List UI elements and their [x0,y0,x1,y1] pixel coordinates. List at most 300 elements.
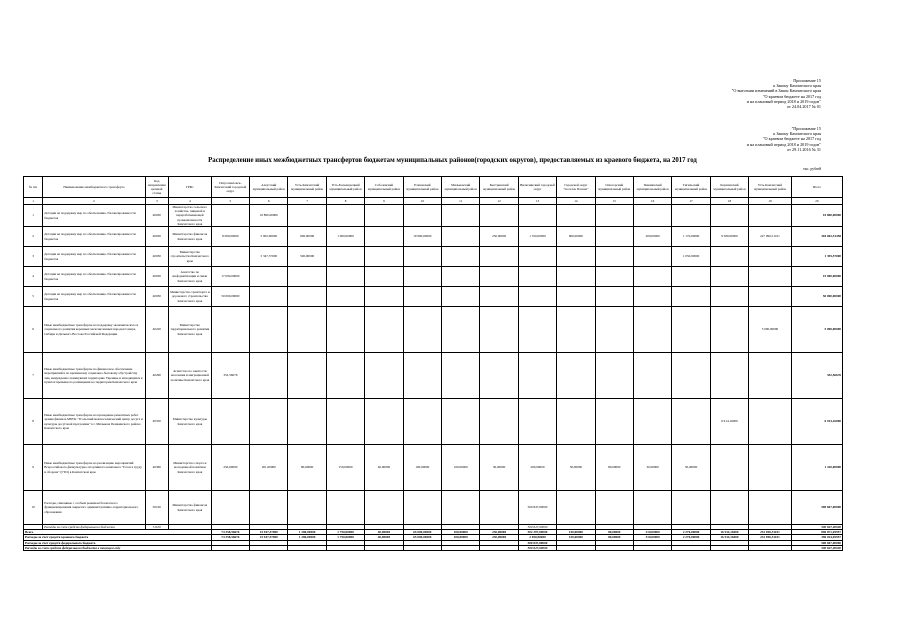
amount-cell: 74 358,56676 [211,530,249,535]
amount-cell [326,267,364,287]
amount-cell [326,353,364,399]
amount-cell: 15 947,57000 [250,535,288,540]
amount-cell [518,399,556,445]
document-title: Распределение иных межбюджетных трансфертов бюджетам муниципальных районов(городских округов), предоставляемых из краевого бюджета, на 2017 год [208,157,697,164]
amount-cell: 17 000,00000 [211,267,249,287]
column-header: Вилючинский городской округ [518,177,556,198]
grbs-name: Агентство по информатизации и связи Камчатского края [169,267,212,287]
amount-cell: 30,00000 [633,445,671,491]
amount-cell: 500 847,00000 [518,540,556,545]
transfer-name: Иные межбюджетные трансферты на поддержку экономического и социального развития коренных малочисленных народов Севера, Сибири и Дальнего Востока Российской Федерации [43,307,145,353]
appendix-line: "О краевом бюджете на 2017 год [762,136,821,142]
amount-cell [710,307,748,353]
amount-cell [403,399,441,445]
amount-cell [480,205,518,227]
amount-cell: 65 000,00000 [403,530,441,535]
row-number: 10 [24,491,43,525]
column-number: 7 [288,198,326,205]
row-total: 500 847,00000 [791,540,842,545]
column-number: 19 [749,198,792,205]
amount-cell [557,205,595,227]
amount-cell: 50 000,00000 [211,287,249,307]
amount-cell [365,353,403,399]
appendix-note-new [732,78,821,109]
amount-cell [288,267,326,287]
row-total: 304 062,51458 [791,227,842,247]
amount-cell [557,545,595,550]
amount-cell [288,353,326,399]
grbs-name: Министерство сельского хозяйства, пищевой и перерабатывающей промышленности Камчатского края [169,205,212,227]
appendix-line: Приложение 15 [793,78,821,83]
amount-cell [211,399,249,445]
amount-cell [710,491,748,525]
amount-cell: 65 000,00000 [403,535,441,540]
amount-cell [672,205,710,227]
amount-cell [518,205,556,227]
amount-cell: 352,56676 [211,353,249,399]
amount-cell [403,205,441,227]
amount-cell [442,307,480,353]
amount-cell [633,353,671,399]
amount-cell: 310,00000 [633,530,671,535]
amount-cell [710,545,748,550]
amount-cell [749,491,792,525]
target-code: 40030 [145,267,168,287]
amount-cell [595,353,633,399]
amount-cell: 1 280,00000 [288,535,326,540]
amount-cell [749,267,792,287]
amount-cell: 2 050,00000 [518,535,556,540]
amount-cell: 80,00000 [595,530,633,535]
row-number: 8 [24,399,43,445]
amount-cell: 1 050,00000 [672,247,710,267]
amount-cell: 310,00000 [633,535,671,540]
grbs-name: Министерство строительства Камчатского края [169,247,212,267]
table-row [24,353,843,399]
units-label: тыс. рублей [803,167,821,171]
amount-cell [480,353,518,399]
column-number: 3 [145,198,168,205]
amount-cell: 1 280,00000 [288,530,326,535]
appendix-line: к Закону Камчатского края [773,83,821,89]
amount-cell [557,353,595,399]
amount-cell [442,545,480,550]
row-total: 352,56676 [791,353,842,399]
target-code: 40030 [145,227,168,247]
amount-cell [749,353,792,399]
amount-cell: 74 358,56676 [211,535,249,540]
target-code: 50100 [145,491,168,525]
amount-cell [365,307,403,353]
amount-cell [480,307,518,353]
summary-row [24,545,843,550]
amount-cell [710,353,748,399]
column-number: 14 [557,198,595,205]
grbs-name: Министерство территориального развития Камчатского края [169,307,212,353]
amount-cell: 5 902,00000 [250,227,288,247]
appendix-line: от 24.04.2017 № 01 [786,104,821,110]
amount-cell [250,307,288,353]
summary-label: Расходы за счет средств краевого бюджета [24,535,212,540]
amount-cell [595,267,633,287]
column-number: 9 [365,198,403,205]
grbs-name: Министерство транспорта и дорожного строительства Камчатского края [169,287,212,307]
amount-cell: 500 847,00000 [518,525,556,530]
amount-cell [442,227,480,247]
amount-cell: 9 580,00000 [710,227,748,247]
column-header: Тигильский муниципальный район [672,177,710,198]
target-code: 40220 [145,307,168,353]
amount-cell [326,491,364,525]
column-header: Олюторский муниципальный район [595,177,633,198]
transfers-table [23,176,843,551]
column-header: ГРБС [169,177,212,198]
amount-cell [211,307,249,353]
amount-cell: 150,00000 [326,445,364,491]
amount-cell [672,287,710,307]
column-header: Усть-Камчатский муниципальный район [288,177,326,198]
amount-cell [518,353,556,399]
grbs-name: Министерство культуры Камчатского края [169,399,212,445]
column-number: 11 [442,198,480,205]
amount-cell [326,287,364,307]
row-number: 7 [24,353,43,399]
row-number: 6 [24,307,43,353]
column-number: 20 [791,198,842,205]
table-row [24,445,843,491]
amount-cell [749,545,792,550]
amount-cell [403,287,441,307]
column-header: Карагинский муниципальный район [710,177,748,198]
amount-cell [518,267,556,287]
amount-cell [518,287,556,307]
row-total: 5 000,00000 [791,307,842,353]
amount-cell: 230,00000 [480,530,518,535]
amount-cell [672,491,710,525]
amount-cell [250,287,288,307]
amount-cell: 500 847,00000 [518,491,556,525]
column-number: 5 [211,198,249,205]
amount-cell [211,491,249,525]
amount-cell [403,247,441,267]
amount-cell: 232 096,51101 [749,535,792,540]
amount-cell: 19 900,00000 [403,227,441,247]
amount-cell [710,445,748,491]
column-header: Итого [791,177,842,198]
amount-cell: 100,00000 [442,535,480,540]
amount-cell [211,545,249,550]
amount-cell: 1 550,00000 [518,227,556,247]
amount-cell [480,491,518,525]
amount-cell [365,247,403,267]
transfer-name: Иные межбюджетные трансферты на реализацию мероприятий Всероссийского физкультурно-спортивного комплекса "Готов к труду и обороне" (ГТО) в Камчатском крае [43,445,145,491]
amount-cell [403,545,441,550]
appendix-note-original [747,126,821,152]
amount-cell [633,205,671,227]
amount-cell [710,205,748,227]
row-number: 5 [24,287,43,307]
target-code: 51100 [145,525,168,530]
amount-cell [557,287,595,307]
table-row [24,205,843,227]
row-number: 3 [24,247,43,267]
amount-cell [288,491,326,525]
column-header: № п/п [24,177,43,198]
amount-cell [672,353,710,399]
amount-cell [480,399,518,445]
amount-cell [250,353,288,399]
amount-cell [633,307,671,353]
amount-cell: 40,00000 [365,530,403,535]
amount-cell [442,353,480,399]
target-code: 40030 [145,205,168,227]
amount-cell [672,267,710,287]
amount-cell [288,399,326,445]
row-total: 1 395,57000 [791,247,842,267]
amount-cell: 5 000,00000 [749,307,792,353]
table-row [24,247,843,267]
amount-cell [672,307,710,353]
row-total: 500 847,00000 [791,545,842,550]
amount-cell: 100,00000 [403,445,441,491]
table-row [24,491,843,525]
amount-cell [365,545,403,550]
amount-cell [442,205,480,227]
amount-cell [595,307,633,353]
amount-cell [557,267,595,287]
amount-cell: 230,00000 [480,535,518,540]
amount-cell: 1 750,00000 [326,535,364,540]
amount-cell: 200,00000 [633,227,671,247]
row-total: 500 847,00000 [791,525,842,530]
target-code: 40030 [145,247,168,267]
appendix-line: к Закону Камчатского края [773,131,821,137]
column-header: Пенжинский муниципальный район [633,177,671,198]
amount-cell [326,247,364,267]
amount-cell [288,287,326,307]
table-row [24,307,843,353]
transfer-name: Расходы, связанные с особым режимом безопасного функционирования закрытого административно-территориального образования [43,491,145,525]
amount-cell [365,399,403,445]
appendix-line: "Приложение 15 [791,126,821,131]
amount-cell: 100,00000 [442,530,480,535]
amount-cell: 5 347,57000 [250,247,288,267]
column-header: Усть-Камчатский муниципальный район [749,177,792,198]
amount-cell [403,491,441,525]
amount-cell [403,267,441,287]
amount-cell [749,399,792,445]
amount-cell [480,267,518,287]
amount-cell [403,353,441,399]
column-number: 10 [403,198,441,205]
amount-cell: 40,00000 [365,445,403,491]
amount-cell [365,267,403,287]
amount-cell [442,267,480,287]
column-number: 2 [43,198,145,205]
column-header: Наименование межбюджетного трансферта [43,177,145,198]
transfer-name: Дотация на поддержку мер по обеспечению сбалансированности бюджетов [43,205,145,227]
table-row [24,267,843,287]
column-header: Петропавловск-Камчатский городской округ [211,177,249,198]
amount-cell [557,307,595,353]
amount-cell [595,247,633,267]
amount-cell: 200,00000 [518,445,556,491]
amount-cell: 600,00000 [557,227,595,247]
column-header: Усть-Большерецкий муниципальный район [326,177,364,198]
amount-cell: 16 534,16000 [710,530,748,535]
amount-cell: 100,00000 [442,445,480,491]
amount-cell: 500 847,00000 [518,545,556,550]
amount-cell [250,545,288,550]
amount-cell: 150,00000 [557,535,595,540]
amount-cell [595,399,633,445]
amount-cell: 250,00000 [211,445,249,491]
amount-cell: 10 800,00000 [250,205,288,227]
row-total: 6 914,16000 [791,399,842,445]
row-total: 500 847,00000 [791,491,842,525]
column-number: 1 [24,198,43,205]
amount-cell [326,205,364,227]
amount-cell [211,205,249,227]
amount-cell [288,205,326,227]
amount-cell [326,545,364,550]
row-number: 9 [24,445,43,491]
amount-cell: 8 000,00000 [211,227,249,247]
amount-cell [672,545,710,550]
column-number: 15 [595,198,633,205]
amount-cell: 500,00000 [288,247,326,267]
column-number: 17 [672,198,710,205]
transfer-name: Дотация на поддержку мер по обеспечению сбалансированности бюджетов [43,227,145,247]
amount-cell [633,491,671,525]
amount-cell [480,247,518,267]
appendix-line: "О внесении изменений в Закон Камчатского края [731,88,821,94]
amount-cell [595,227,633,247]
column-number: 16 [633,198,671,205]
transfer-name: Иные межбюджетные трансферты на финансовое обеспечение мероприятий в по временному социально-бытовому обустройству лиц, вынужденно покинувших территорию Украины и находящихся в пунктах временного размещения на территории Камчатского края [43,353,145,399]
column-header: Код направления целевой статьи [145,177,168,198]
amount-cell: 15 947,57000 [250,530,288,535]
amount-cell: 2 270,00000 [672,535,710,540]
amount-cell [518,307,556,353]
table-row [24,227,843,247]
amount-cell [442,287,480,307]
row-total: 50 000,00000 [791,287,842,307]
amount-cell [518,247,556,267]
summary-label: Расходы за счет средств федерального бюджета [24,540,212,545]
amount-cell [595,491,633,525]
amount-cell [557,399,595,445]
column-number: 12 [480,198,518,205]
column-number: 6 [250,198,288,205]
column-number: 8 [326,198,364,205]
amount-cell [595,287,633,307]
amount-cell [749,205,792,227]
column-header: Алеутский муниципальный район [250,177,288,198]
amount-cell [749,247,792,267]
amount-cell: 50,00000 [672,445,710,491]
amount-cell [710,287,748,307]
amount-cell: 1 000,00000 [326,227,364,247]
amount-cell: 1 170,00000 [672,227,710,247]
appendix-line: и на плановый период 2018 и 2019 годов" [746,98,821,104]
amount-cell: 1 750,00000 [326,530,364,535]
amount-cell [633,287,671,307]
amount-cell [442,491,480,525]
amount-cell [595,545,633,550]
amount-cell [749,287,792,307]
transfer-name: Иные межбюджетные трансферты на проведение ремонтных работ здания филиала МБУК "Усольский межпоселенческий центр досуга и культуры досуговой программы" в г. Милькове Пенжинского района Камчатского края [43,399,145,445]
amount-cell [211,247,249,267]
amount-cell: 502 397,00000 [518,530,556,535]
amount-cell [288,545,326,550]
amount-cell: 80,00000 [288,445,326,491]
amount-cell: 250,00000 [480,227,518,247]
amount-cell: 80,00000 [595,535,633,540]
amount-cell [595,205,633,227]
column-number: 18 [710,198,748,205]
amount-cell [326,307,364,353]
amount-cell: 150,00000 [557,530,595,535]
summary-label: Всего [24,530,212,535]
column-number-row [24,198,843,205]
row-total: 1 410,00000 [791,445,842,491]
amount-cell [403,307,441,353]
appendix-line: "О краевом бюджете на 2017 год [762,93,821,99]
grbs-name: Министерство финансов Камчатского края [169,491,212,525]
amount-cell [365,491,403,525]
target-code: 40030 [145,287,168,307]
summary-label: Расходы за счет средств федерального бюджета в текущем году [24,545,212,550]
amount-cell [250,491,288,525]
row-total: 896 871,05957 [791,530,842,535]
table-row [24,399,843,445]
grbs-name: Агентство по занятости населения и миграционной политике Камчатского края [169,353,212,399]
amount-cell [633,545,671,550]
row-total: 396 024,05957 [791,535,842,540]
table-body [24,205,843,551]
amount-cell [557,247,595,267]
sub-row-label: Расходы за счет средств федерального бюджета [43,525,145,530]
amount-cell: 201,00000 [250,445,288,491]
column-number: 13 [518,198,556,205]
amount-cell [749,445,792,491]
transfer-name: Дотация на поддержку мер по обеспечению сбалансированности бюджетов [43,247,145,267]
row-total: 19 000,00000 [791,267,842,287]
column-number: 4 [169,198,212,205]
amount-cell [633,247,671,267]
amount-cell [480,287,518,307]
amount-cell [442,399,480,445]
amount-cell: 2 270,00000 [672,530,710,535]
transfer-name: Дотация на поддержку мер по обеспечению сбалансированности бюджетов [43,287,145,307]
amount-cell: 16 534,16000 [710,535,748,540]
column-header: Мильковский муниципальный район [442,177,480,198]
amount-cell [557,491,595,525]
grbs-name: Министерство финансов Камчатского края [169,227,212,247]
target-code: 40360 [145,445,168,491]
amount-cell [288,307,326,353]
appendix-line: и на плановый период 2018 и 2019 годов" [746,141,821,147]
amount-cell [480,545,518,550]
amount-cell: 30,00000 [557,445,595,491]
amount-cell [250,399,288,445]
amount-cell [710,247,748,267]
amount-cell [633,399,671,445]
amount-cell: 80,00000 [595,445,633,491]
amount-cell [365,227,403,247]
amount-cell: 900,00000 [288,227,326,247]
